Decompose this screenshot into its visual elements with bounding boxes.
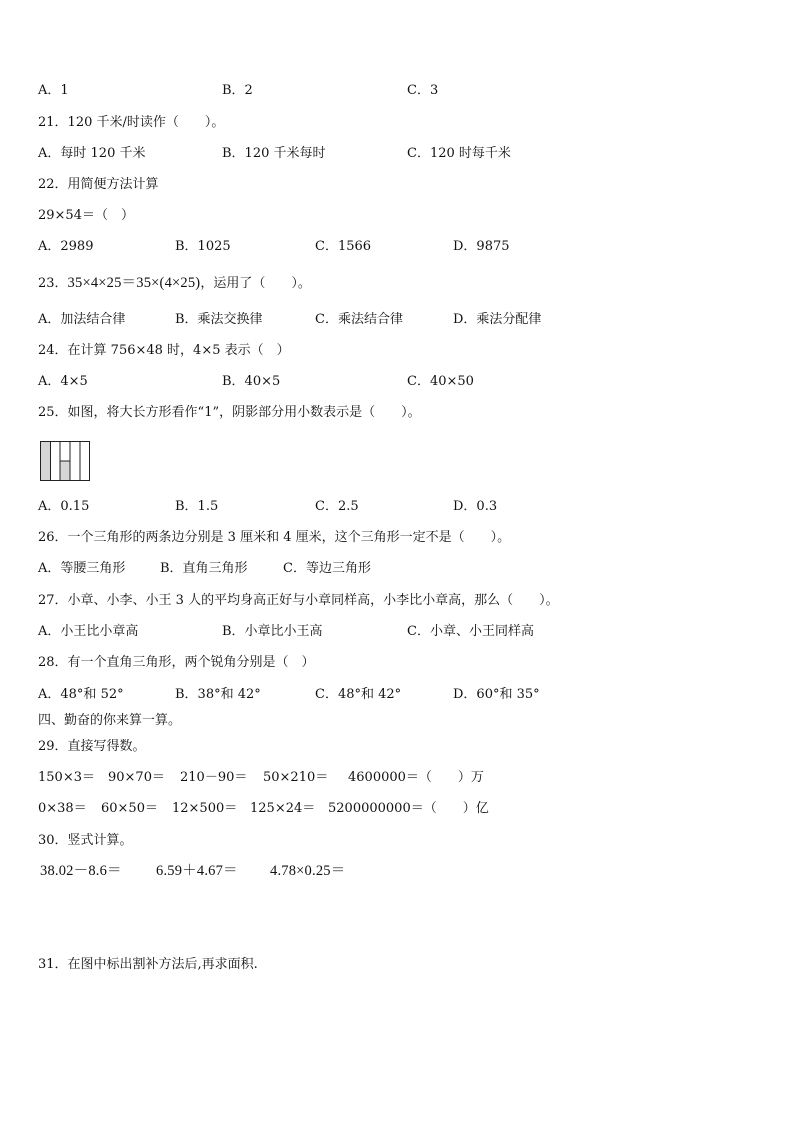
q29-item: 150×3＝ (38, 770, 95, 785)
q30-item: 38.02－8.6＝ (40, 863, 122, 879)
q27-option-a[interactable]: A．小王比小章高 (38, 624, 139, 639)
q23-option-a[interactable]: A．加法结合律 (38, 312, 126, 327)
q29-item: 90×70＝ (108, 770, 165, 785)
q27-stem: 27．小章、小李、小王 3 人的平均身高正好与小章同样高，小李比小章高，那么（ ）。 (38, 593, 559, 608)
q23-left-paren: ( (159, 275, 165, 291)
shaded-strip-1 (41, 442, 51, 481)
q21-stem: 21．120 千米/时读作（ ）。 (38, 115, 225, 130)
q22-stem: 22．用简便方法计算 (38, 177, 159, 192)
q28-option-b[interactable]: B．38°和 42° (175, 687, 261, 702)
q24-option-c[interactable]: C．40×50 (407, 374, 474, 389)
q29-item: 50×210＝ (263, 770, 329, 785)
q22-option-d[interactable]: D．9875 (453, 239, 510, 254)
q20-option-c[interactable]: C．3 (407, 83, 439, 98)
q22-option-a[interactable]: A．2989 (38, 239, 94, 254)
q29-item: 210－90＝ (180, 770, 248, 785)
q23-expression-left: 35×4×25＝35× (67, 275, 160, 291)
q23-number: 23． (38, 276, 68, 291)
q23-option-c[interactable]: C．乘法结合律 (315, 312, 403, 327)
q28-option-c[interactable]: C．48°和 42° (315, 687, 402, 702)
q20-option-b[interactable]: B．2 (222, 83, 253, 98)
q30-stem: 30．竖式计算。 (38, 833, 133, 848)
q20-option-a[interactable]: A．1 (38, 83, 69, 98)
q23-stem (38, 274, 311, 293)
q25-option-c[interactable]: C．2.5 (315, 499, 359, 514)
q28-option-d[interactable]: D．60°和 35° (453, 687, 540, 702)
q25-stem: 25．如图，将大长方形看作“1”，阴影部分用小数表示是（ ）。 (38, 405, 421, 420)
q25-option-d[interactable]: D．0.3 (453, 499, 498, 514)
q21-option-c[interactable]: C．120 时每千米 (407, 146, 511, 161)
q25-option-b[interactable]: B．1.5 (175, 499, 219, 514)
q26-option-c[interactable]: C．等边三角形 (283, 561, 371, 576)
q26-stem: 26．一个三角形的两条边分别是 3 厘米和 4 厘米，这个三角形一定不是（ ）。 (38, 530, 511, 545)
q23-right-paren: ) (195, 275, 201, 291)
q24-option-a[interactable]: A．4×5 (38, 374, 88, 389)
q29-stem: 29．直接写得数。 (38, 739, 146, 754)
q28-option-a[interactable]: A．48°和 52° (38, 687, 124, 702)
q29-item: 60×50＝ (101, 801, 158, 816)
q22-option-b[interactable]: B．1025 (175, 239, 231, 254)
q26-option-b[interactable]: B．直角三角形 (160, 561, 248, 576)
section-4-title: 四、勤奋的你来算一算。 (38, 713, 182, 728)
q31-stem: 31．在图中标出割补方法后,再求面积. (38, 957, 258, 972)
q29-item: 0×38＝ (38, 801, 87, 816)
q27-option-c[interactable]: C．小章、小王同样高 (407, 624, 534, 639)
q27-option-b[interactable]: B．小章比小王高 (222, 624, 323, 639)
q24-stem: 24．在计算 756×48 时，4×5 表示（ ） (38, 343, 290, 358)
q28-stem: 28．有一个直角三角形，两个锐角分别是（ ） (38, 655, 315, 670)
q23-option-b[interactable]: B．乘法交换律 (175, 312, 263, 327)
q23-expression-tail: ，运用了（ ）。 (200, 276, 311, 291)
q29-item: 125×24＝ (250, 801, 316, 816)
q23-option-d[interactable]: D．乘法分配律 (453, 312, 542, 327)
q24-option-b[interactable]: B．40×5 (222, 374, 281, 389)
q29-item: 4600000＝（ ）万 (348, 770, 484, 785)
q25-rectangle-figure (40, 441, 90, 481)
q30-item: 6.59＋4.67＝ (156, 863, 238, 879)
q22-expression: 29×54＝（ ） (38, 208, 134, 223)
q29-item: 5200000000＝（ ）亿 (328, 801, 489, 816)
q25-rectangle-svg (40, 441, 90, 481)
q30-item: 4.78×0.25＝ (270, 863, 346, 879)
shaded-strip-2 (60, 461, 70, 481)
q26-option-a[interactable]: A．等腰三角形 (38, 561, 126, 576)
q23-expression-inner: 4×25 (164, 275, 196, 291)
q25-option-a[interactable]: A．0.15 (38, 499, 90, 514)
q29-item: 12×500＝ (172, 801, 238, 816)
q22-option-c[interactable]: C．1566 (315, 239, 372, 254)
q21-option-b[interactable]: B．120 千米每时 (222, 146, 326, 161)
q21-option-a[interactable]: A．每时 120 千米 (38, 146, 146, 161)
